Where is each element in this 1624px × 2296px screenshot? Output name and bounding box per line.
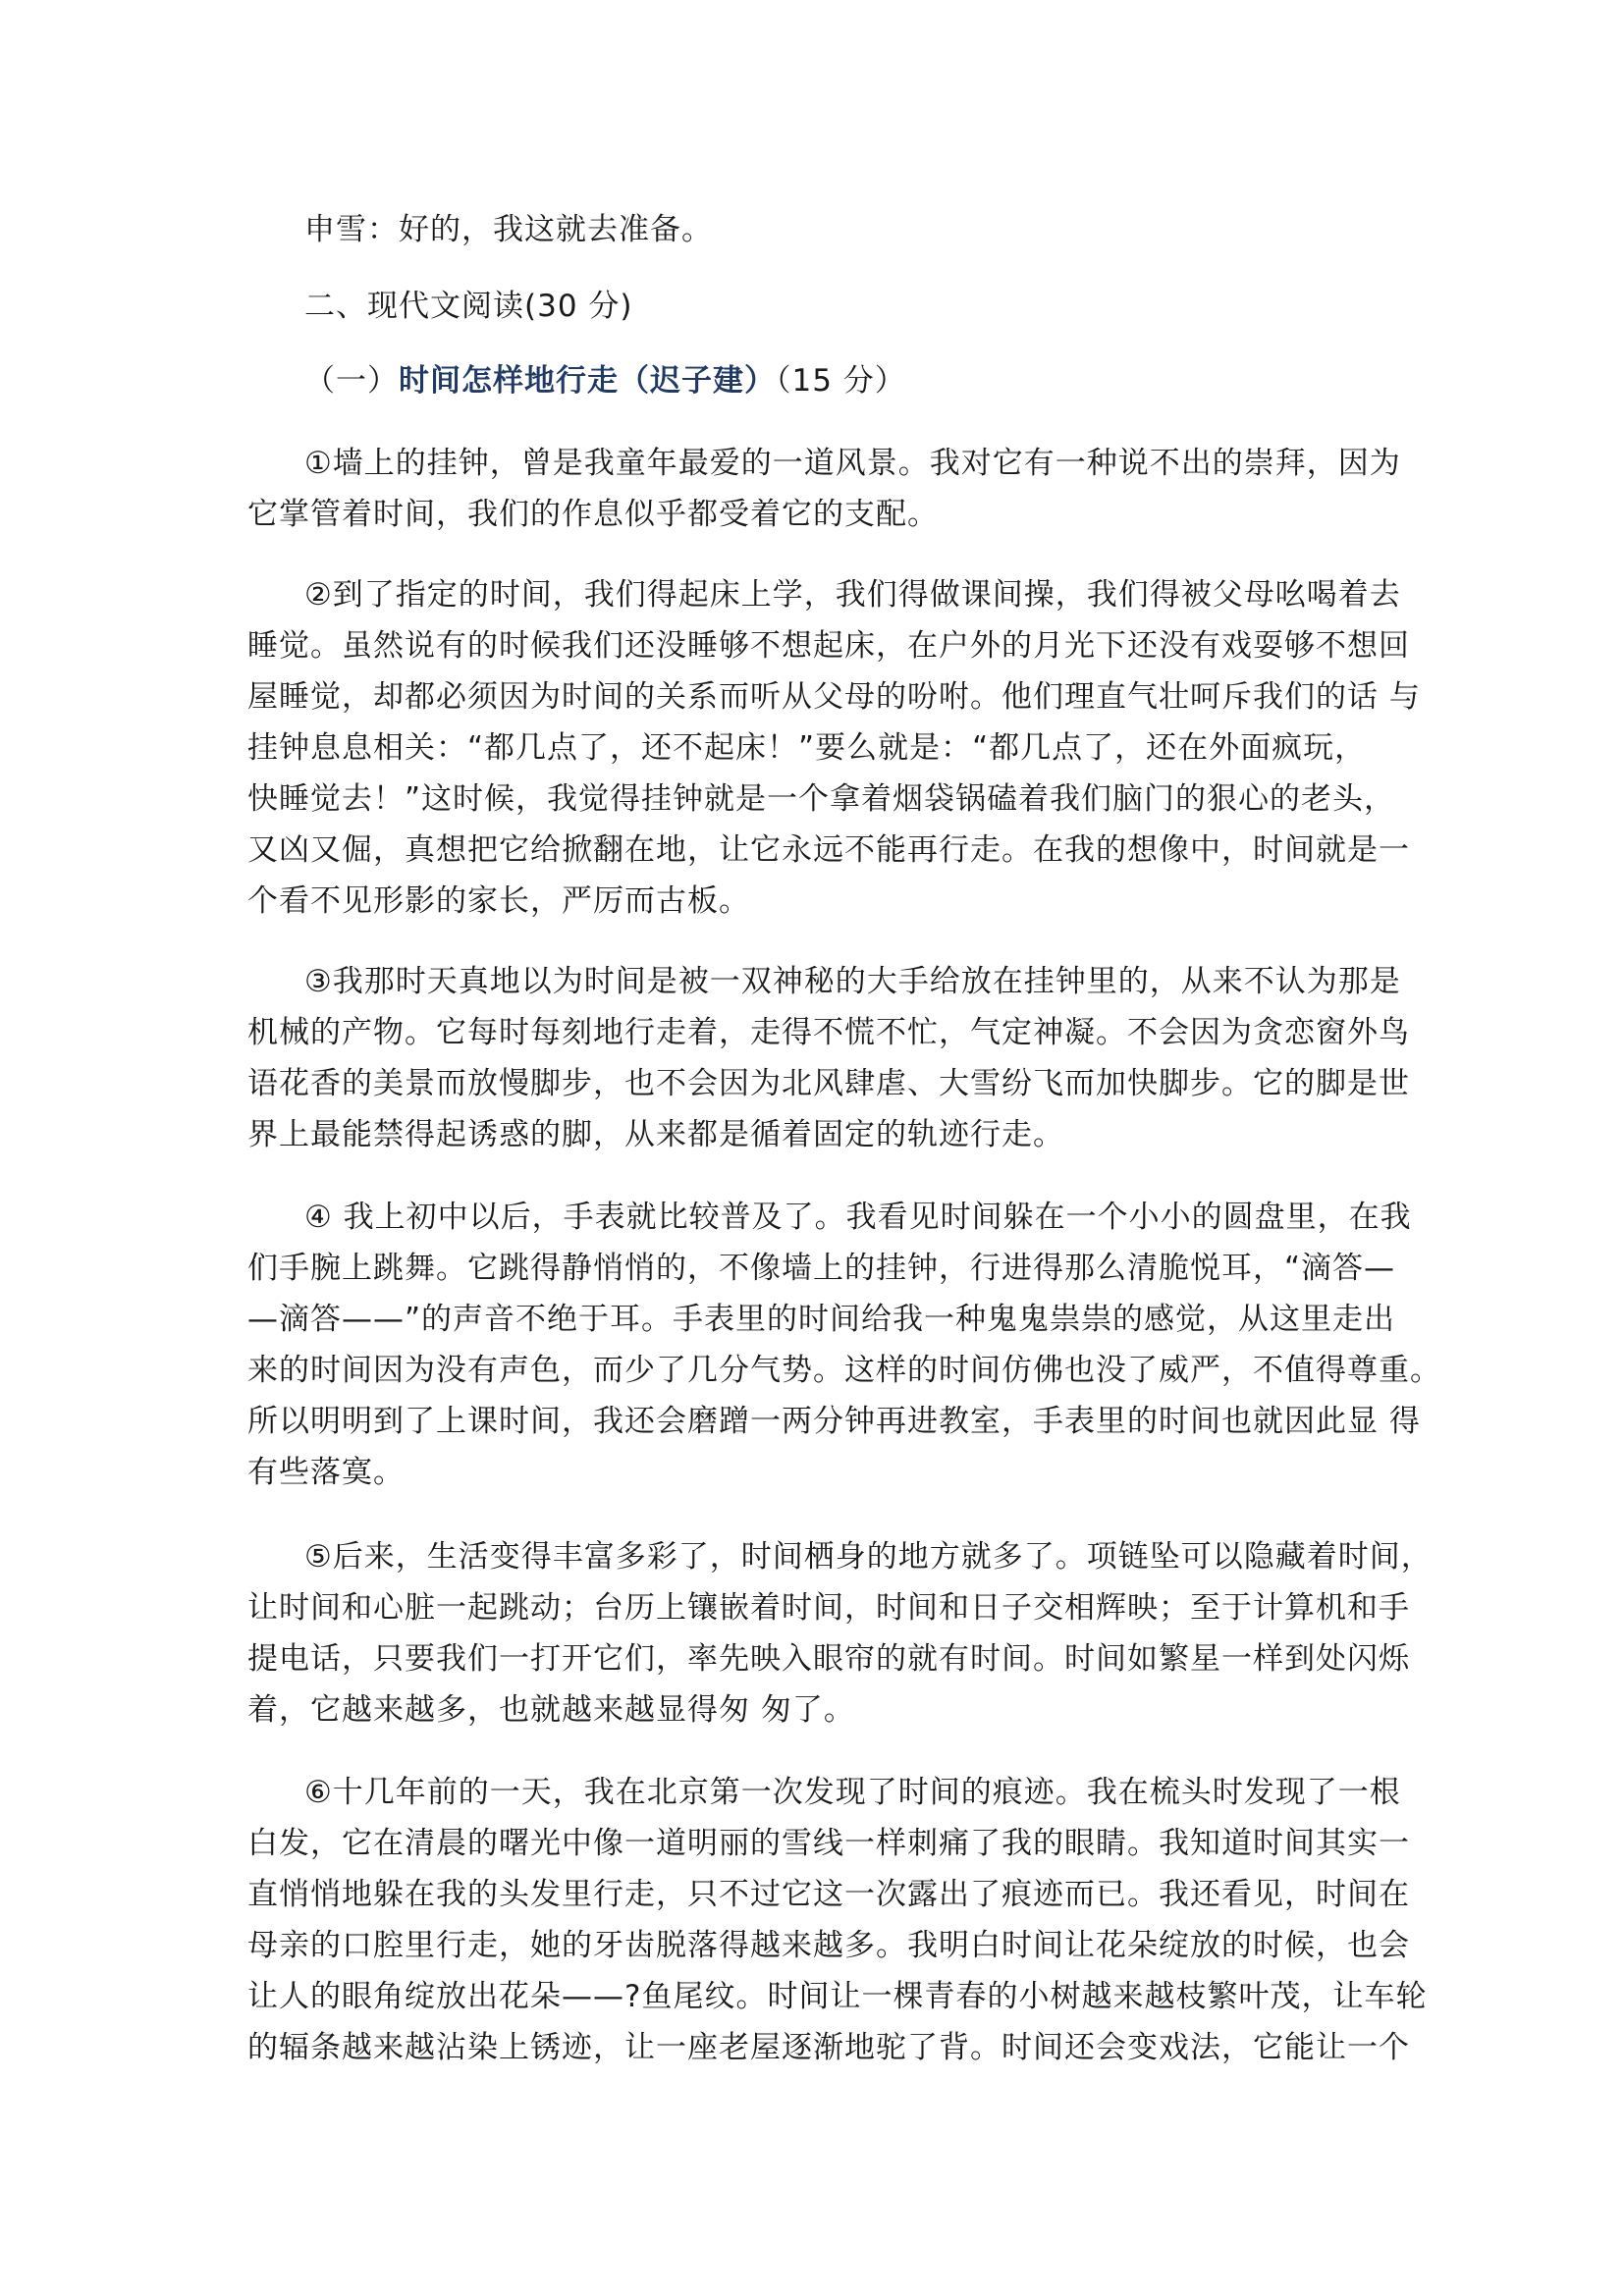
paragraph-5-line-2: 让时间和心脏一起跳动；台历上镶嵌着时间，时间和日子交相辉映；至于计算机和手 — [247, 1590, 1410, 1626]
paragraph-6-line-5: 让人的眼角绽放出花朵——?鱼尾纹。时间让一棵青春的小树越来越枝繁叶茂，让车轮 — [247, 1979, 1428, 2014]
paragraph-5-line-4: 着，它越来越多，也就越来越显得匆 匆了。 — [247, 1692, 855, 1728]
paragraph-4-line-2: 们手腕上跳舞。它跳得静悄悄的，不像墙上的挂钟，行进得那么清脆悦耳，“滴答— — [247, 1251, 1396, 1286]
paragraph-3-line-3: 语花香的美景而放慢脚步，也不会因为北风肆虐、大雪纷飞而加快脚步。它的脚是世 — [247, 1066, 1410, 1101]
paragraph-6-line-4: 母亲的口腔里行走，她的牙齿脱落得越来越多。我明白时间让花朵绽放的时候，也会 — [247, 1928, 1410, 1963]
subsection-prefix: （一） — [304, 363, 399, 399]
paragraph-5-line-3: 提电话，只要我们一打开它们，率先映入眼帘的就有时间。时间如繁星一样到处闪烁 — [247, 1641, 1410, 1677]
paragraph-2-line-7: 个看不见形影的家长，严厉而古板。 — [247, 883, 750, 919]
paragraph-3-line-4: 界上最能禁得起诱惑的脚，从来都是循着固定的轨迹行走。 — [247, 1117, 1064, 1152]
article-title: 时间怎样地行走（迟子建） — [399, 363, 776, 399]
subsection-score: （15 分） — [776, 363, 906, 399]
paragraph-6-line-2: 白发，它在清晨的曙光中像一道明丽的雪线一样刺痛了我的眼睛。我知道时间其实一 — [247, 1826, 1410, 1861]
paragraph-4-line-6: 有些落寞。 — [247, 1455, 405, 1490]
paragraph-5-line-1: ⑤后来，生活变得丰富多彩了，时间栖身的地方就多了。项链坠可以隐藏着时间， — [304, 1539, 1433, 1575]
paragraph-2-line-6: 又凶又倔，真想把它给掀翻在地，让它永远不能再行走。在我的想像中，时间就是一 — [247, 832, 1410, 868]
dialogue-line: 申雪：好的，我这就去准备。 — [304, 212, 713, 247]
paragraph-1-line-2: 它掌管着时间，我们的作息似乎都受着它的支配。 — [247, 497, 939, 532]
paragraph-2-line-4: 挂钟息息相关：“都几点了，还不起床！”要么就是：“都几点了，还在外面疯玩， — [247, 730, 1367, 766]
section-heading: 二、现代文阅读(30 分) — [304, 289, 633, 324]
subsection-heading — [304, 361, 906, 400]
paragraph-4-line-4: 来的时间因为没有声色，而少了几分气势。这样的时间仿佛也没了威严，不值得尊重。 — [247, 1353, 1441, 1388]
paragraph-4-line-1: ④ 我上初中以后，手表就比较普及了。我看见时间躲在一个小小的圆盘里，在我 — [304, 1200, 1412, 1235]
paragraph-1-line-1: ①墙上的挂钟，曾是我童年最爱的一道风景。我对它有一种说不出的崇拜，因为 — [304, 446, 1401, 481]
paragraph-2-line-5: 快睡觉去！”这时候，我觉得挂钟就是一个拿着烟袋锅磕着我们脑门的狠心的老头， — [247, 781, 1396, 817]
paragraph-6-line-3: 直悄悄地躲在我的头发里行走，只不过它这一次露出了痕迹而已。我还看见，时间在 — [247, 1877, 1410, 1912]
paragraph-3-line-2: 机械的产物。它每时每刻地行走着，走得不慌不忙，气定神凝。不会因为贪恋窗外鸟 — [247, 1015, 1410, 1050]
paragraph-6-line-6: 的辐条越来越沾染上锈迹，让一座老屋逐渐地驼了背。时间还会变戏法，它能让一个 — [247, 2030, 1410, 2065]
paragraph-6-line-1: ⑥十几年前的一天，我在北京第一次发现了时间的痕迹。我在梳头时发现了一根 — [304, 1775, 1401, 1810]
paragraph-2-line-2: 睡觉。虽然说有的时候我们还没睡够不想起床，在户外的月光下还没有戏耍够不想回 — [247, 628, 1410, 664]
paragraph-2-line-1: ②到了指定的时间，我们得起床上学，我们得做课间操，我们得被父母吆喝着去 — [304, 577, 1401, 613]
paragraph-3-line-1: ③我那时天真地以为时间是被一双神秘的大手给放在挂钟里的，从来不认为那是 — [304, 964, 1401, 999]
paragraph-4-line-5: 所以明明到了上课时间，我还会磨蹭一两分钟再进教室，手表里的时间也就因此显 得 — [247, 1404, 1421, 1439]
paragraph-4-line-3: —滴答——”的声音不绝于耳。手表里的时间给我一种鬼鬼祟祟的感觉，从这里走出 — [247, 1302, 1396, 1337]
paragraph-2-line-3: 屋睡觉，却都必须因为时间的关系而听从父母的吩咐。他们理直气壮呵斥我们的话 与 — [247, 679, 1421, 715]
